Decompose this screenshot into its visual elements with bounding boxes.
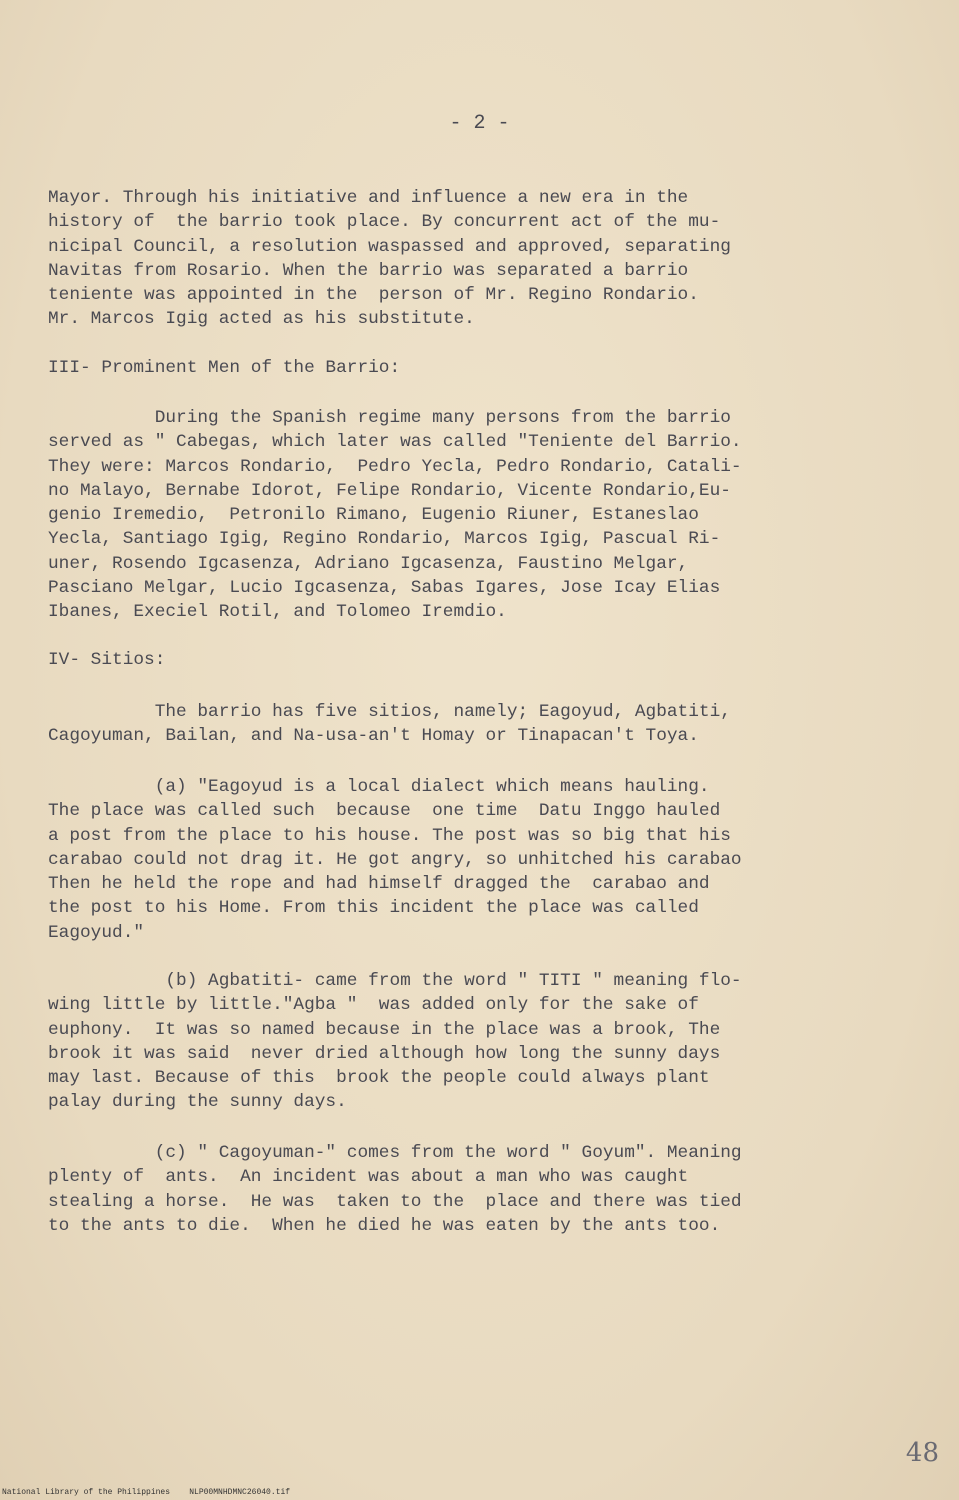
text-line: Then he held the rope and had himself dragged the carabao and xyxy=(48,874,710,895)
text-line: Yecla, Santiago Igig, Regino Rondario, Marcos Igig, Pascual Ri- xyxy=(48,529,721,550)
text-line: palay during the sunny days. xyxy=(48,1092,347,1113)
text-line: may last. Because of this brook the people could always plant xyxy=(48,1068,710,1089)
heading-prominent-men: III- Prominent Men of the Barrio: xyxy=(48,358,401,378)
text-line: Mayor. Through his initiative and influence a new era in the xyxy=(48,188,689,208)
text-line: plenty of ants. An incident was about a man who was caught xyxy=(48,1167,689,1188)
text-line: Navitas from Rosario. When the barrio was separated a barrio xyxy=(48,260,689,281)
text-line: (c) " Cagoyuman-" comes from the word " Goyum". Meaning xyxy=(48,1143,742,1163)
text-line: Eagoyud." xyxy=(48,922,145,943)
text-line: wing little by little."Agba " was added only for the sake of xyxy=(48,995,699,1016)
text-line: euphony. It was so named because in the place was a brook, The xyxy=(48,1019,721,1040)
text-line: carabao could not drag it. He got angry, so unhitched his carabao xyxy=(48,849,742,870)
text-line: uner, Rosendo Igcasenza, Adriano Igcasenza, Faustino Melgar, xyxy=(48,553,689,574)
paragraph-mayor xyxy=(48,186,858,332)
text-line: the post to his Home. From this incident the place was called xyxy=(48,898,699,919)
text-line: genio Iremedio, Petronilo Rimano, Eugenio Riuner, Estaneslao xyxy=(48,505,699,526)
text-line: brook it was said never dried although how long the sunny days xyxy=(48,1043,721,1064)
text-line: Cagoyuman, Bailan, and Na-usa-an't Homay or Tinapacan't Toya. xyxy=(48,726,699,747)
text-line: teniente was appointed in the person of Mr. Regino Rondario. xyxy=(48,285,699,306)
text-line: to the ants to die. When he died he was eaten by the ants too. xyxy=(48,1215,721,1236)
text-line: Mr. Marcos Igig acted as his substitute. xyxy=(48,309,475,330)
text-line: The barrio has five sitios, namely; Eagoyud, Agbatiti, xyxy=(48,702,731,722)
archive-footer: National Library of the Philippines NLP00MNHDMNC26040.tif xyxy=(2,1488,291,1497)
text-line: a post from the place to his house. The post was so big that his xyxy=(48,825,731,846)
text-line: (a) "Eagoyud is a local dialect which means hauling. xyxy=(48,777,710,797)
text-line: Pasciano Melgar, Lucio Igcasenza, Sabas Igares, Jose Icay Elias xyxy=(48,578,721,599)
text-line: served as " Cabegas, which later was called "Teniente del Barrio. xyxy=(48,432,742,453)
text-line: no Malayo, Bernabe Idorot, Felipe Rondario, Vicente Rondario,Eu- xyxy=(48,480,731,501)
page-number: - 2 - xyxy=(449,112,510,135)
heading-sitios: IV- Sitios: xyxy=(48,650,166,670)
handwritten-page-mark: 48 xyxy=(905,1438,939,1468)
text-line: During the Spanish regime many persons from the barrio xyxy=(48,408,731,428)
paragraph-sitio-c xyxy=(48,1141,858,1238)
paragraph-sitio-a xyxy=(48,775,858,945)
paragraph-sitio-b xyxy=(48,969,858,1115)
text-line: Ibanes, Execiel Rotil, and Tolomeo Iremdio. xyxy=(48,602,507,623)
text-line: (b) Agbatiti- came from the word " TITI " meaning flo- xyxy=(48,971,742,991)
text-line: nicipal Council, a resolution waspassed and approved, separating xyxy=(48,236,731,257)
paragraph-sitios xyxy=(48,700,858,749)
text-line: history of the barrio took place. By concurrent act of the mu- xyxy=(48,212,721,233)
text-line: The place was called such because one time Datu Inggo hauled xyxy=(48,801,721,822)
text-line: They were: Marcos Rondario, Pedro Yecla, Pedro Rondario, Catali- xyxy=(48,456,742,477)
text-line: stealing a horse. He was taken to the place and there was tied xyxy=(48,1191,742,1212)
paragraph-prominent-men xyxy=(48,406,858,625)
